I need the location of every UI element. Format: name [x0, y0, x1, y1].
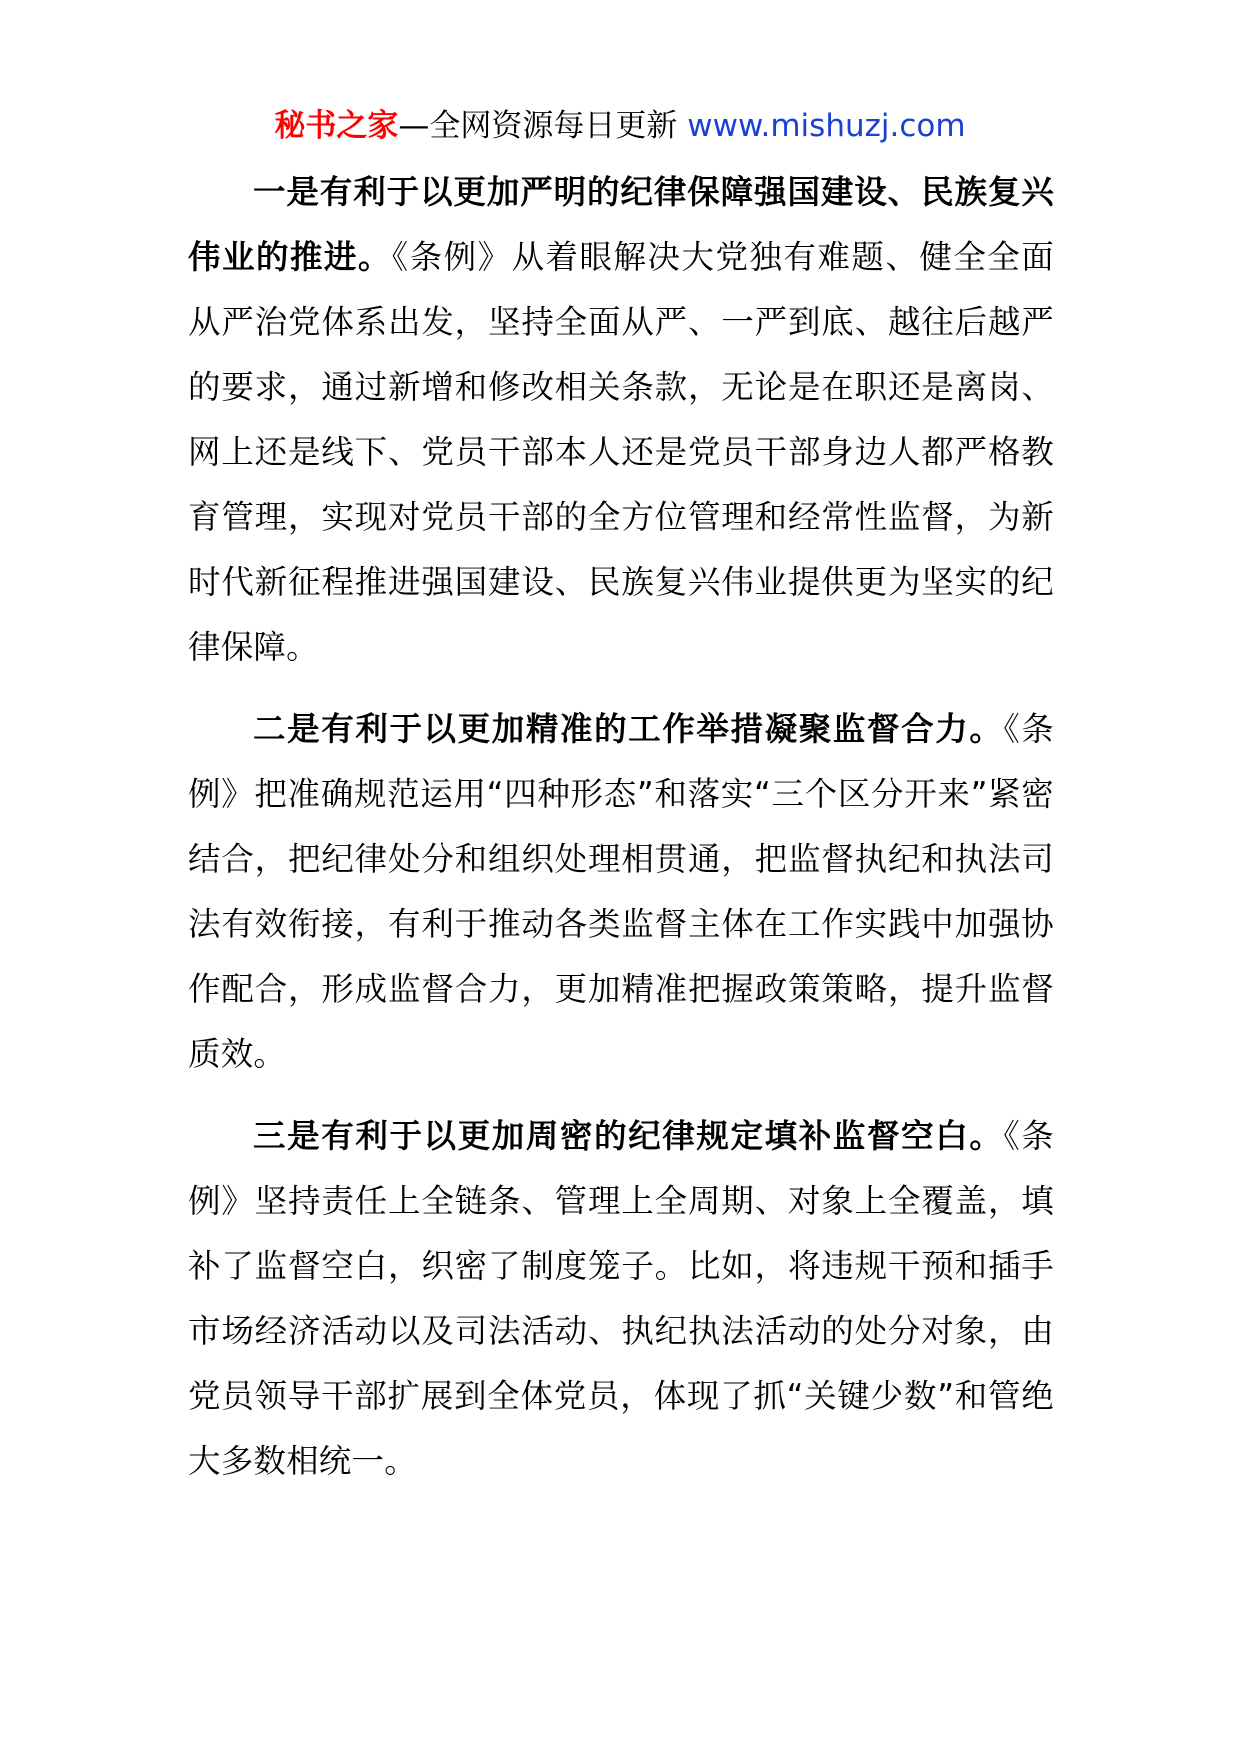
- paragraph-3-body: 《条例》坚持责任上全链条、管理上全周期、对象上全覆盖，填补了监督空白，织密了制度笼子。比如，将违规干预和插手市场经济活动以及司法活动、执纪执法活动的处分对象，由党员领导干部扩展到全体党员，体现了抓“关键少数”和管绝大多数相统一。: [188, 1117, 1054, 1480]
- paragraph-2: [188, 697, 1054, 1087]
- website-link[interactable]: www.mishuzj.com: [687, 108, 966, 144]
- paragraph-3: [188, 1104, 1054, 1494]
- paragraph-3-lead: 三是有利于以更加周密的纪律规定填补监督空白。: [253, 1117, 1004, 1155]
- article-body: [188, 160, 1054, 1494]
- paragraph-1-lead: 一是有利于以更加严明的纪律保障强国建设、民族复兴伟业的推进。: [188, 173, 1054, 276]
- paragraph-1: [188, 160, 1054, 680]
- site-header: [0, 104, 1240, 148]
- paragraph-2-lead: 二是有利于以更加精准的工作举措凝聚监督合力。: [253, 710, 1004, 748]
- paragraph-2-body: 《条例》把准确规范运用“四种形态”和落实“三个区分开来”紧密结合，把纪律处分和组织处理相贯通，把监督执纪和执法司法有效衔接，有利于推动各类监督主体在工作实践中加强协作配合，形成监督合力，更加精准把握政策策略，提升监督质效。: [188, 710, 1054, 1073]
- header-tagline: —全网资源每日更新: [398, 108, 688, 144]
- paragraph-1-body: 《条例》从着眼解决大党独有难题、健全全面从严治党体系出发，坚持全面从严、一严到底、越往后越严的要求，通过新增和修改相关条款，无论是在职还是离岗、网上还是线下、党员干部本人还是党员干部身边人都严格教育管理，实现对党员干部的全方位管理和经常性监督，为新时代新征程推进强国建设、民族复兴伟业提供更为坚实的纪律保障。: [188, 238, 1054, 666]
- brand-name: 秘书之家: [274, 108, 399, 144]
